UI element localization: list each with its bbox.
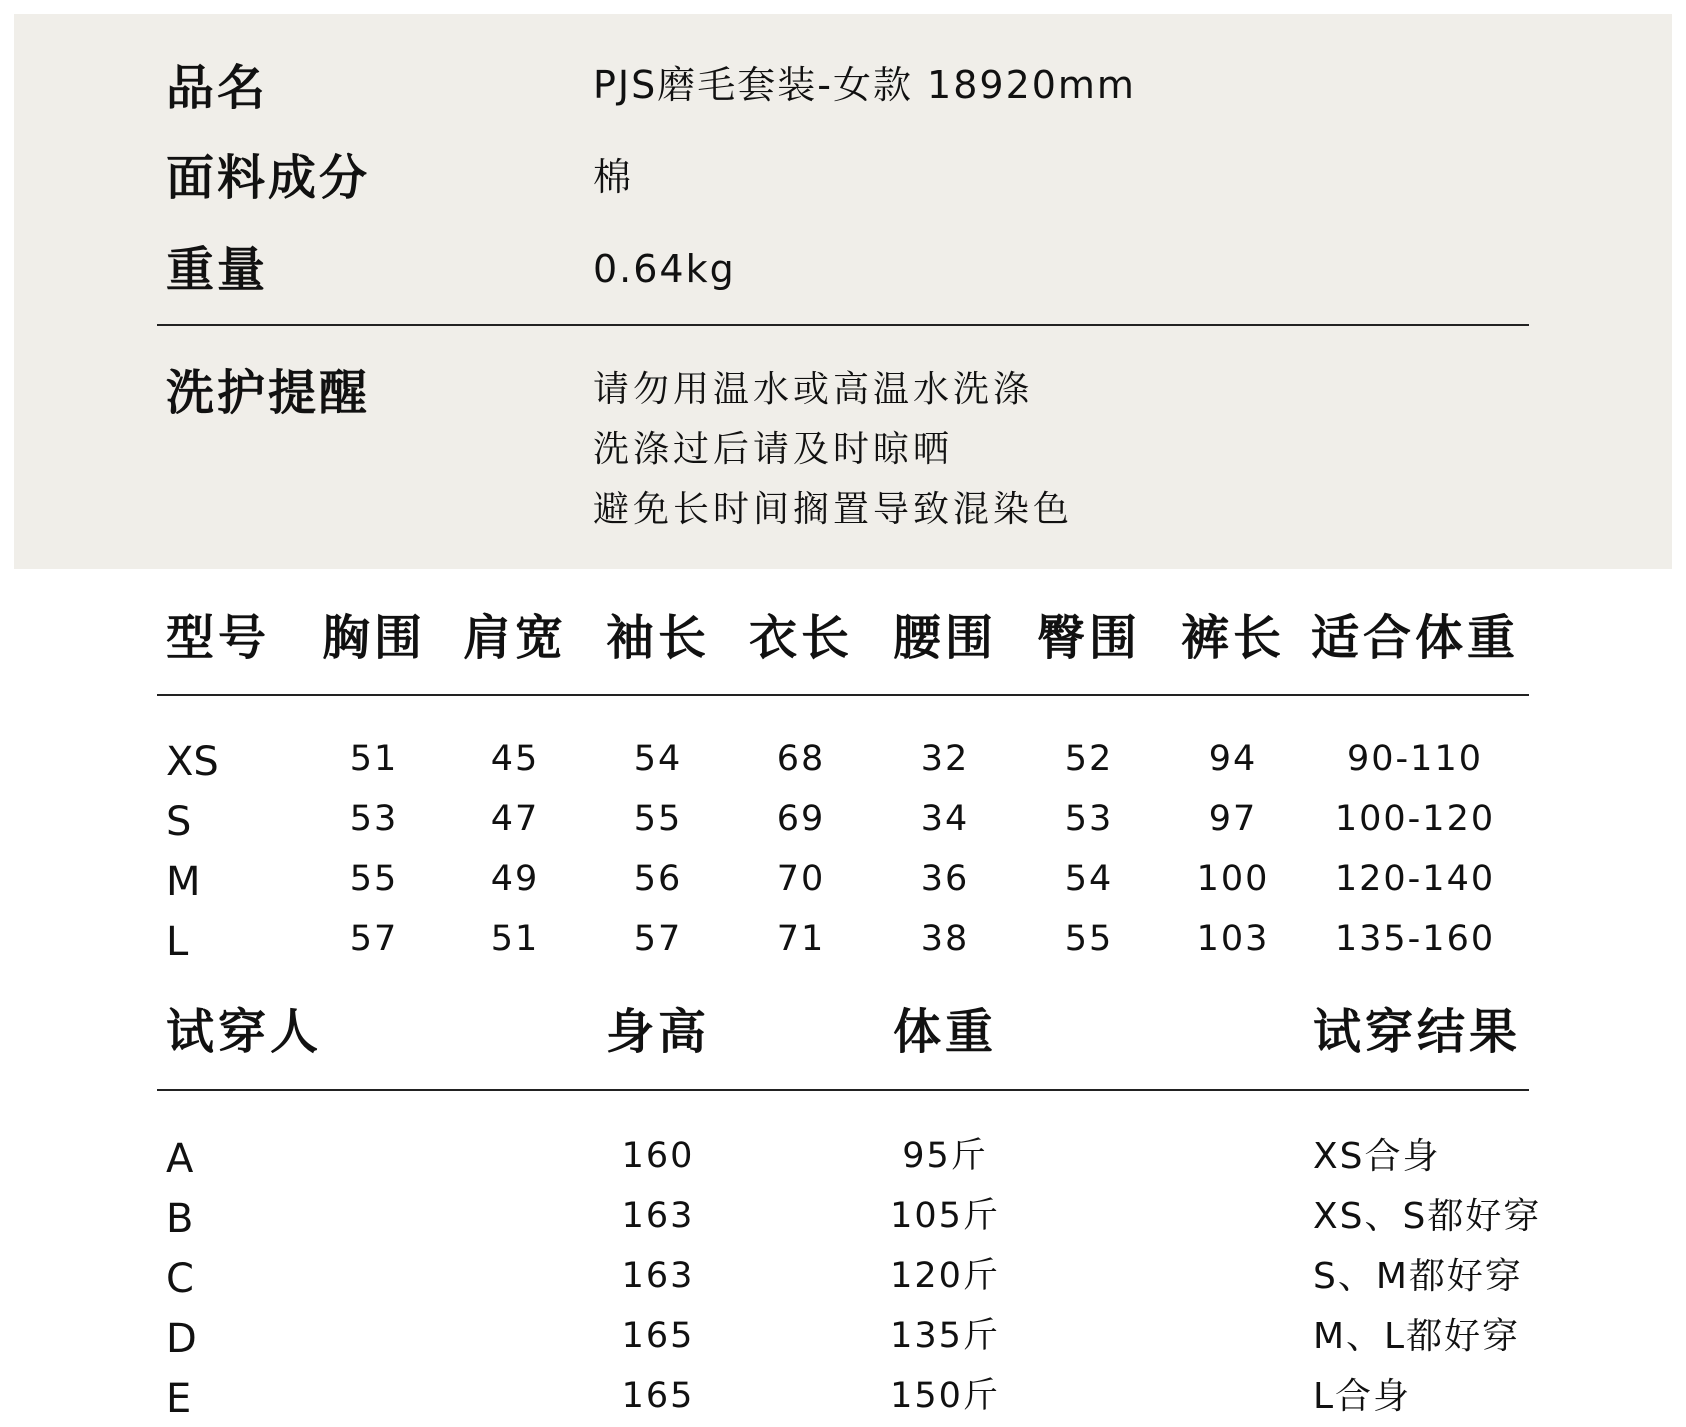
size-cell: 54	[1064, 859, 1114, 899]
size-cell: 103	[1196, 919, 1270, 959]
fabric-value: 棉	[593, 155, 634, 199]
fitting-cell: B	[166, 1196, 194, 1242]
product-name-label: 品名	[166, 60, 269, 116]
size-cell: 52	[1064, 739, 1114, 779]
size-cell: 71	[776, 919, 826, 959]
size-cell: 70	[776, 859, 826, 899]
size-cell: 94	[1208, 739, 1258, 779]
size-cell: 51	[349, 739, 399, 779]
fitting-cell: XS合身	[1313, 1136, 1441, 1177]
size-cell: 53	[1064, 799, 1114, 839]
size-cell: 38	[920, 919, 970, 959]
size-header-sleeve: 袖长	[605, 610, 711, 666]
size-cell: 55	[349, 859, 399, 899]
fitting-cell: E	[166, 1376, 192, 1422]
fitting-cell: 95斤	[902, 1136, 988, 1176]
fitting-cell: 165	[621, 1316, 695, 1356]
size-header-model: 型号	[166, 610, 271, 666]
fitting-cell: A	[166, 1136, 194, 1182]
weight-label: 重量	[166, 242, 269, 298]
size-cell: 51	[490, 919, 540, 959]
size-header-pants: 裤长	[1180, 610, 1286, 666]
fitting-cell: 150斤	[890, 1376, 1000, 1416]
size-cell: 97	[1208, 799, 1258, 839]
size-header-chest: 胸围	[321, 610, 427, 666]
size-cell: 57	[633, 919, 683, 959]
size-cell: 55	[1064, 919, 1114, 959]
fitting-cell: 163	[621, 1196, 695, 1236]
fitting-cell: 160	[621, 1136, 695, 1176]
size-cell: 47	[490, 799, 540, 839]
size-cell: 57	[349, 919, 399, 959]
size-cell: 100-120	[1334, 799, 1496, 839]
fitting-header-height: 身高	[605, 1004, 711, 1060]
fitting-cell: L合身	[1313, 1376, 1412, 1417]
care-label: 洗护提醒	[166, 365, 371, 421]
size-cell: 56	[633, 859, 683, 899]
fitting-cell: 165	[621, 1376, 695, 1416]
fitting-cell: XS、S都好穿	[1313, 1196, 1542, 1237]
size-header-waist: 腰围	[892, 610, 998, 666]
fitting-cell: C	[166, 1256, 194, 1302]
fitting-cell: 120斤	[890, 1256, 1000, 1296]
size-cell: 120-140	[1334, 859, 1496, 899]
care-line: 避免长时间搁置导致混染色	[593, 489, 1074, 530]
size-cell: L	[166, 919, 189, 965]
info-divider	[157, 324, 1529, 326]
weight-value: 0.64kg	[593, 247, 736, 291]
size-header-shoulder: 肩宽	[462, 610, 568, 666]
size-cell: 36	[920, 859, 970, 899]
size-cell: 68	[776, 739, 826, 779]
fitting-header-weight: 体重	[892, 1004, 998, 1060]
fitting-table-divider	[157, 1089, 1529, 1091]
size-cell: 135-160	[1334, 919, 1496, 959]
size-cell: 49	[490, 859, 540, 899]
size-cell: M	[166, 859, 201, 905]
size-cell: XS	[166, 739, 219, 785]
size-cell: 45	[490, 739, 540, 779]
fitting-cell: 135斤	[890, 1316, 1000, 1356]
fitting-header-result: 试穿结果	[1313, 1004, 1522, 1060]
care-line: 洗涤过后请及时晾晒	[593, 429, 954, 470]
size-header-weight-range: 适合体重	[1310, 610, 1520, 666]
fitting-cell: M、L都好穿	[1313, 1316, 1521, 1357]
fitting-header-person: 试穿人	[166, 1004, 323, 1060]
size-cell: 34	[920, 799, 970, 839]
fabric-label: 面料成分	[166, 150, 371, 206]
size-cell: 69	[776, 799, 826, 839]
fitting-cell: D	[166, 1316, 197, 1362]
fitting-cell: 105斤	[890, 1196, 1000, 1236]
size-cell: 90-110	[1347, 739, 1483, 779]
size-header-length: 衣长	[748, 610, 854, 666]
product-name-value: PJS磨毛套装-女款 18920mm	[593, 63, 1136, 107]
care-line: 请勿用温水或高温水洗涤	[593, 369, 1034, 410]
size-table-divider	[157, 694, 1529, 696]
size-cell: 55	[633, 799, 683, 839]
size-cell: 53	[349, 799, 399, 839]
fitting-cell: S、M都好穿	[1313, 1256, 1523, 1297]
size-cell: 54	[633, 739, 683, 779]
size-cell: S	[166, 799, 192, 845]
size-header-hip: 臀围	[1036, 610, 1142, 666]
fitting-cell: 163	[621, 1256, 695, 1296]
size-cell: 100	[1196, 859, 1270, 899]
size-cell: 32	[920, 739, 970, 779]
